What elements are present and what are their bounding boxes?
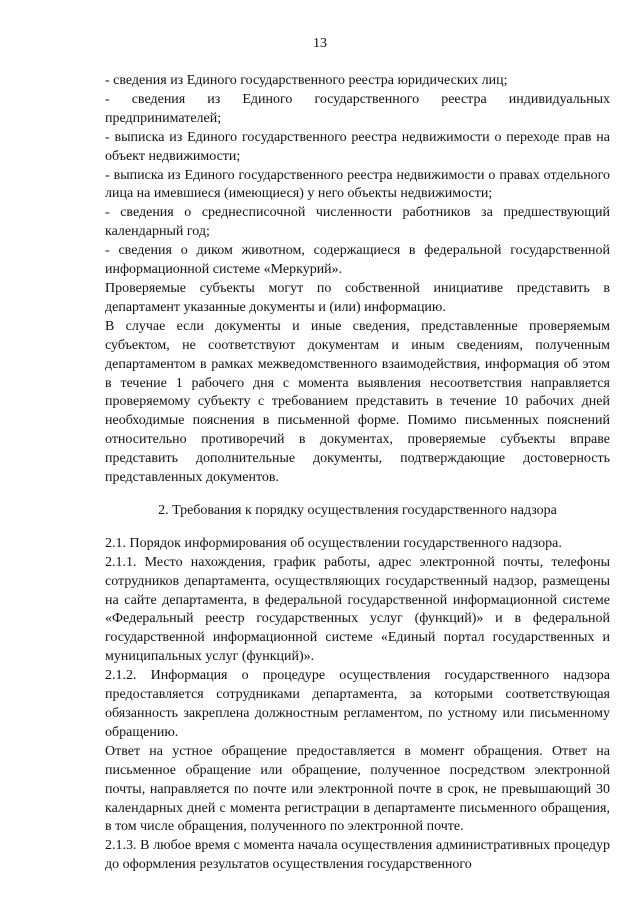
document-body (105, 72, 610, 875)
paragraph: 2.1. Порядок информирования об осуществлении государственного надзора. (105, 535, 562, 551)
paragraph: 2.1.1. Место нахождения, график работы, адрес электронной почты, телефоны сотрудников департамента, осуществляющих государственный надзор, размещены на сайте департамента, в федеральной государственной информационной системе «Федеральный реестр государственных услуг (функций)» и в федеральной государственной информационной системе «Единый портал государственных и муниципальных услуг (функций)». (105, 554, 610, 665)
paragraph: 2.1.3. В любое время с момента начала осуществления административных процедур до оформления результатов осуществления государственного (105, 838, 610, 873)
paragraph: - сведения о среднесписочной численности работников за предшествующий календарный год; (105, 205, 610, 240)
page-number: 13 (313, 36, 327, 51)
paragraph: - выписка из Единого государственного реестра недвижимости о правах отдельного лица на имевшиеся (имеющиеся) у него объекты недвижимости; (105, 167, 610, 202)
section-heading: 2. Требования к порядку осуществления государственного надзора (158, 502, 557, 518)
paragraph: - сведения из Единого государственного реестра индивидуальных предпринимателей; (105, 91, 610, 126)
paragraph: - сведения из Единого государственного реестра юридических лиц; (105, 73, 508, 88)
paragraph: - выписка из Единого государственного реестра недвижимости о переходе прав на объект недвижимости; (105, 129, 610, 164)
paragraph: В случае если документы и иные сведения, представленные проверяемым субъектом, не соответствуют документам и иным сведениям, полученным департаментом в рамках межведомственного взаимодействия, информация об этом в течение 1 рабочего дня с момента выявления несоответствия направляется проверяемому субъекту с требованием представить в течение 10 рабочих дней необходимые пояснения в письменной форме. Помимо письменных пояснений относительно противоречий в документах, проверяемые субъекты вправе представить дополнительные документы, подтверждающие достоверность представленных документов. (105, 318, 610, 486)
paragraph: Проверяемые субъекты могут по собственной инициативе представить в департамент указанные документы и (или) информацию. (105, 280, 610, 315)
paragraph: 2.1.2. Информация о процедуре осуществления государственного надзора предоставляется сотрудниками департамента, за которыми соответствующая обязанность закреплена должностным регламентом, по устному или письменному обращению. (105, 668, 610, 740)
paragraph: - сведения о диком животном, содержащиеся в федеральной государственной информационной системе «Меркурий». (105, 243, 610, 278)
paragraph: Ответ на устное обращение предоставляется в момент обращения. Ответ на письменное обращение или обращение, полученное посредством электронной почты, направляется по почте или электронной почте в срок, не превышающий 30 календарных дней с момента регистрации в департаменте письменного обращения, в том числе обращения, полученного по электронной почте. (105, 743, 610, 835)
